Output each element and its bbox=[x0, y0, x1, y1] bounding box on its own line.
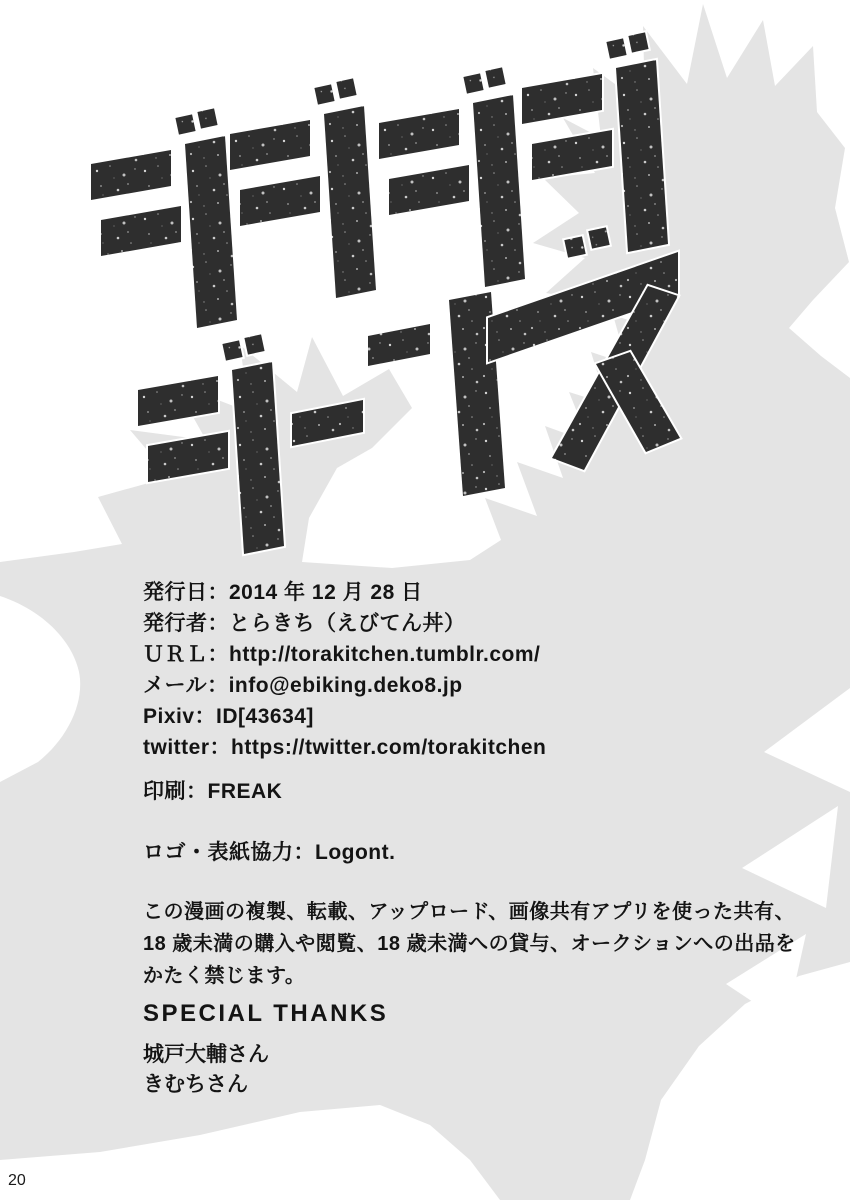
logo-char-n-stroke bbox=[368, 324, 430, 366]
colophon-line-twitter: twitter：https://twitter.com/torakitchen bbox=[143, 736, 547, 759]
colophon-line-publisher: 発行者：とらきち（えびてん丼） bbox=[143, 612, 466, 635]
disclaimer-paragraph bbox=[143, 896, 803, 992]
printer-credit: 印刷：FREAK bbox=[143, 780, 283, 803]
page-number: 20 bbox=[8, 1172, 26, 1189]
logo-cover-credit: ロゴ・表紙協力：Logont. bbox=[143, 841, 396, 864]
logo-char-ji-1 bbox=[91, 108, 237, 328]
special-thanks-list bbox=[143, 1040, 269, 1100]
colophon-block bbox=[143, 577, 546, 763]
disclaimer-line: かたく禁じます。 bbox=[143, 965, 306, 987]
colophon-line-publish-date: 発行日：2014 年 12 月 28 日 bbox=[143, 581, 423, 604]
colophon-line-pixiv: Pixiv：ID[43634] bbox=[143, 705, 314, 728]
disclaimer-line: 18 歳未満の購入や閲覧、18 歳未満への貸与、オークションへの出品を bbox=[143, 933, 796, 955]
special-thanks-heading: SPECIAL THANKS bbox=[143, 1000, 389, 1027]
colophon-line-email: メール：info@ebiking.deko8.jp bbox=[143, 674, 463, 697]
special-thanks-name: 城戸大輔さん bbox=[143, 1043, 269, 1066]
special-thanks-name: きむちさん bbox=[143, 1073, 248, 1096]
logo-char-ji-3 bbox=[379, 67, 525, 287]
disclaimer-line: この漫画の複製、転載、アップロード、画像共有アプリを使った共有、 bbox=[143, 901, 795, 923]
logo-char-ji-2 bbox=[230, 78, 376, 298]
colophon-line-url: ＵＲＬ：http://torakitchen.tumblr.com/ bbox=[143, 643, 541, 666]
